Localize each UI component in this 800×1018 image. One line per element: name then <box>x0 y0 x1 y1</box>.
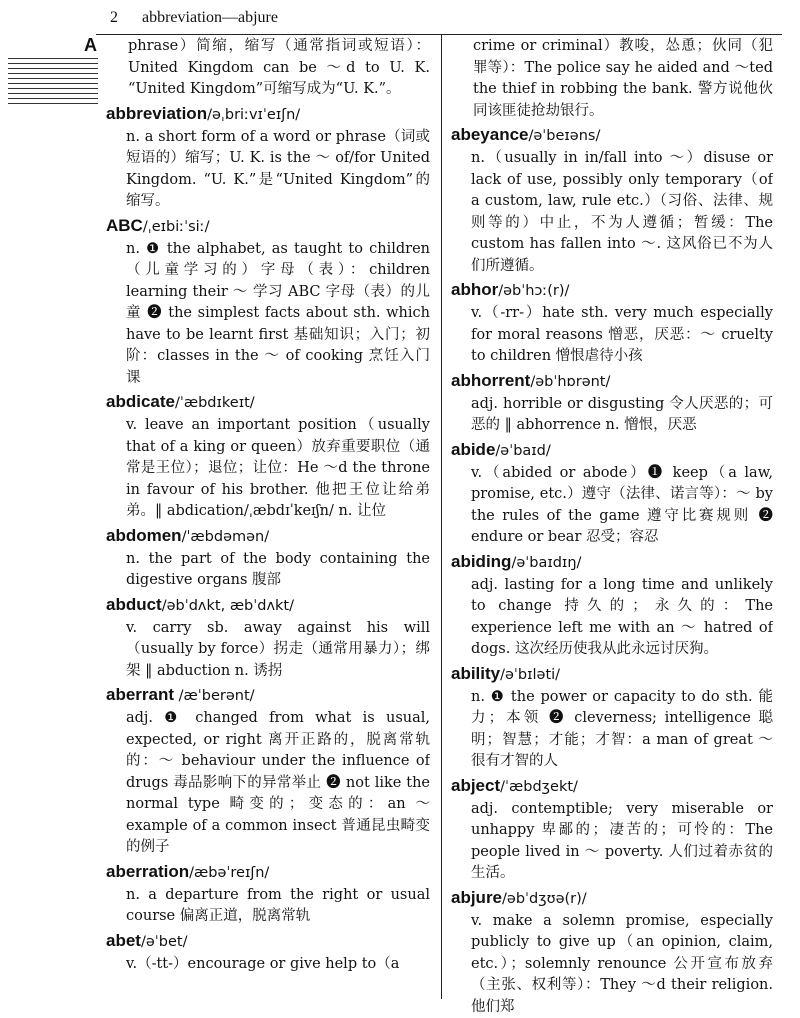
dictionary-entry <box>451 774 773 885</box>
entry-headword: abduct <box>106 595 162 614</box>
dictionary-entry <box>106 524 430 592</box>
dictionary-entry <box>451 369 773 437</box>
entry-heading <box>106 860 430 885</box>
page-header <box>96 0 782 35</box>
entry-heading <box>106 593 430 618</box>
entry-headword: abhorrent <box>451 371 530 390</box>
entry-heading <box>451 774 773 799</box>
entry-pronunciation: /əbˈdʌkt, æbˈdʌkt/ <box>162 598 294 614</box>
entry-definition: v. leave an important position（usually that of a king or queen）放弃重要职位（通常是王位）；退位；让位：He ～d the throne in favour of his brother. 他把王位让给弟弟。‖ abdication/ˌæbdɪˈkeɪʃn/ n. 让位 <box>106 415 430 523</box>
entry-pronunciation: /æˈberənt/ <box>174 688 255 704</box>
entry-pronunciation: /əˈbet/ <box>141 934 188 950</box>
entry-heading <box>106 102 430 127</box>
thumb-index-rules <box>8 58 98 104</box>
entry-headword: abbreviation <box>106 104 207 123</box>
dictionary-entry <box>451 886 773 1018</box>
entry-definition: n. the part of the body containing the digestive organs 腹部 <box>106 549 430 592</box>
entry-definition: n. a short form of a word or phrase（词或短语的）缩写；U. K. is the ～ of/for United Kingdom. “U. K.”是“United Kingdom”的缩写。 <box>106 127 430 213</box>
entry-pronunciation: /əbˈhɒrənt/ <box>530 374 610 390</box>
entry-heading <box>451 886 773 911</box>
dictionary-entry <box>106 214 430 390</box>
dictionary-entry <box>106 683 430 859</box>
entry-headword: abide <box>451 440 495 459</box>
entry-heading <box>451 278 773 303</box>
dictionary-entry <box>451 662 773 773</box>
entry-heading <box>106 683 430 708</box>
entry-pronunciation: /əbˈdʒʊə(r)/ <box>502 891 587 907</box>
dictionary-entry <box>106 593 430 683</box>
entry-heading <box>106 214 430 239</box>
entry-headword: abdomen <box>106 526 182 545</box>
dictionary-entry <box>451 123 773 277</box>
entry-headword: ability <box>451 664 500 683</box>
entry-heading <box>451 662 773 687</box>
entry-definition: adj. ❶ changed from what is usual, expected, or right 离开正路的，脱离常轨的：～ behaviour under the influence of drugs 毒品影响下的异常举止 ❷ not like the normal type 畸变的；变态的：an ～ example of a common insect 普通昆虫畸变的例子 <box>106 708 430 859</box>
entry-definition: v. carry sb. away against his will（usually by force）拐走（通常用暴力）；绑架 ‖ abduction n. 诱拐 <box>106 618 430 683</box>
entry-pronunciation: /æbəˈreɪʃn/ <box>189 865 269 881</box>
dictionary-entry <box>451 550 773 661</box>
dictionary-entry <box>451 278 773 368</box>
entry-heading <box>451 369 773 394</box>
entry-definition: v.（-rr-）hate sth. very much especially for moral reasons 憎恶，厌恶：～ cruelty to children 憎恨虐待小孩 <box>451 303 773 368</box>
entry-heading <box>106 929 430 954</box>
entry-pronunciation: /ˈæbdəmən/ <box>182 529 270 545</box>
entry-definition: v. make a solemn promise, especially publicly to give up（an opinion, claim, etc.）；solemnly renounce 公开宣布放弃（主张、权利等）：They ～d their religion. 他们郑 <box>451 911 773 1018</box>
entry-headword: aberrant <box>106 685 174 704</box>
right-continuation-text: crime or criminal）教唆，怂恿；伙同（犯罪等）：The police say he aided and ～ted the thief in robbing the bank. 警方说他伙同该匪徒抢劫银行。 <box>451 36 773 122</box>
entry-headword: ABC <box>106 216 143 235</box>
entry-pronunciation: /əbˈhɔː(r)/ <box>498 283 569 299</box>
entry-definition: n. a departure from the right or usual course 偏离正道，脱离常轨 <box>106 885 430 928</box>
dictionary-entry <box>106 390 430 523</box>
left-continuation-text: phrase）简缩，缩写（通常指词或短语）：United Kingdom can be ～d to U. K. “United Kingdom”可缩写成为“U. K.”。 <box>106 36 430 101</box>
entry-definition: n. ❶ the alphabet, as taught to children（儿童学习的）字母（表）：children learning their ～ 学习 ABC 字母（表）的儿童 ❷ the simplest facts about sth. which have to be learnt first 基础知识；入门；初阶：classes in the ～ of cooking 烹饪入门课 <box>106 239 430 390</box>
dictionary-entry <box>451 438 773 549</box>
entry-headword: abject <box>451 776 500 795</box>
thumb-index-letter: A <box>84 36 97 54</box>
dictionary-entry <box>106 102 430 213</box>
entry-definition: adj. contemptible; very miserable or unhappy 卑鄙的；凄苦的；可怜的：The people lived in ～ poverty. 人们过着赤贫的生活。 <box>451 799 773 885</box>
entry-pronunciation: /əˈbaɪd/ <box>495 443 550 459</box>
entry-heading <box>106 524 430 549</box>
column-divider <box>441 35 442 999</box>
entry-heading <box>451 438 773 463</box>
entry-pronunciation: /əˈbeɪəns/ <box>529 128 601 144</box>
running-head: abbreviation—abjure <box>142 9 278 27</box>
entry-pronunciation: /ˈæbdɪkeɪt/ <box>175 395 255 411</box>
entry-headword: abeyance <box>451 125 529 144</box>
right-column <box>451 36 773 1018</box>
entry-definition: adj. lasting for a long time and unlikely to change 持久的；永久的：The experience left me with an ～ hatred of dogs. 这次经历使我从此永远讨厌狗。 <box>451 575 773 661</box>
entry-pronunciation: /ˌeɪbiːˈsiː/ <box>143 219 210 235</box>
entry-pronunciation: /əˈbɪləti/ <box>500 667 560 683</box>
entry-definition: v.（-tt-）encourage or give help to（a <box>106 954 430 976</box>
entry-headword: abhor <box>451 280 498 299</box>
entry-headword: aberration <box>106 862 189 881</box>
entry-headword: abjure <box>451 888 502 907</box>
entry-definition: n.（usually in in/fall into ～）disuse or lack of use, possibly only temporary（of a custom, law, rule etc.）（习俗、法律、规则等的）中止，不为人遵循；暂缓：The custom has fallen into ～. 这风俗已不为人们所遵循。 <box>451 148 773 277</box>
entry-pronunciation: /ˈæbdʒekt/ <box>500 779 578 795</box>
left-column <box>106 36 430 975</box>
page-number: 2 <box>110 9 118 27</box>
entry-pronunciation: /əˌbriːvɪˈeɪʃn/ <box>207 107 300 123</box>
entry-headword: abiding <box>451 552 511 571</box>
entry-pronunciation: /əˈbaɪdɪŋ/ <box>511 555 581 571</box>
dictionary-entry <box>106 929 430 976</box>
entry-headword: abet <box>106 931 141 950</box>
entry-headword: abdicate <box>106 392 175 411</box>
entry-heading <box>451 550 773 575</box>
entry-definition: v.（abided or abode）❶ keep（a law, promise, etc.）遵守（法律、诺言等）：～ by the rules of the game 遵守比赛规则 ❷ endure or bear 忍受；容忍 <box>451 463 773 549</box>
entry-heading <box>451 123 773 148</box>
entry-definition: n. ❶ the power or capacity to do sth. 能力；本领 ❷ cleverness; intelligence 聪明；智慧；才能；才智：a man of great ～ 很有才智的人 <box>451 687 773 773</box>
dictionary-entry <box>106 860 430 928</box>
entry-heading <box>106 390 430 415</box>
entry-definition: adj. horrible or disgusting 令人厌恶的；可恶的 ‖ abhorrence n. 憎恨，厌恶 <box>451 394 773 437</box>
